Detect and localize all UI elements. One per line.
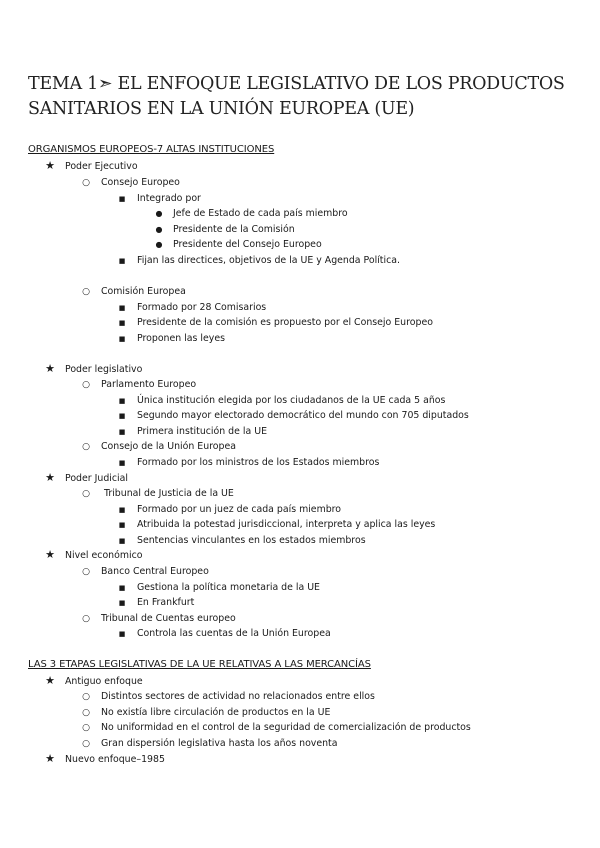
circle-bullet-icon: ○ — [82, 489, 90, 499]
square-bullet-icon: ■ — [118, 630, 126, 638]
list-item: Controla las cuentas de la Unión Europea — [137, 628, 331, 639]
list-item: Consejo de la Unión Europea — [101, 441, 237, 452]
square-bullet-icon: ■ — [118, 584, 126, 592]
star-bullet-icon: ★ — [45, 362, 55, 375]
circle-bullet-icon: ○ — [82, 287, 90, 297]
star-bullet-icon: ★ — [45, 752, 55, 765]
list-item: Sentencias vinculantes en los estados miembros — [137, 535, 366, 546]
square-bullet-icon: ■ — [118, 459, 126, 467]
list-item: Banco Central Europeo — [101, 566, 209, 577]
circle-bullet-icon: ○ — [82, 708, 90, 718]
square-bullet-icon: ■ — [118, 521, 126, 529]
list-item: Distintos sectores de actividad no relacionados entre ellos — [101, 691, 375, 702]
list-item: Tribunal de Justicia de la UE — [104, 488, 234, 499]
page-title — [28, 72, 588, 122]
section-heading-organismos: ORGANISMOS EUROPEOS-7 ALTAS INSTITUCIONES — [28, 144, 275, 155]
list-item: Fijan las directices, objetivos de la UE y Agenda Política. — [137, 255, 400, 266]
list-item: Formado por los ministros de los Estados miembros — [137, 457, 380, 468]
circle-bullet-icon: ○ — [82, 380, 90, 390]
list-item: Segundo mayor electorado democrático del mundo con 705 diputados — [137, 410, 469, 421]
star-bullet-icon: ★ — [45, 548, 55, 561]
list-item: No existía libre circulación de productos en la UE — [101, 707, 331, 718]
list-item: Parlamento Europeo — [101, 379, 197, 390]
list-item: Atribuida la potestad jurisdiccional, interpreta y aplica las leyes — [137, 519, 436, 530]
section-heading-etapas: LAS 3 ETAPAS LEGISLATIVAS DE LA UE RELATIVAS A LAS MERCANCÍAS — [28, 659, 371, 670]
square-bullet-icon: ■ — [118, 412, 126, 420]
list-item: Tribunal de Cuentas europeo — [101, 613, 236, 624]
list-item: Antiguo enfoque — [65, 676, 143, 687]
star-bullet-icon: ★ — [45, 471, 55, 484]
list-item: Primera institución de la UE — [137, 426, 267, 437]
list-item: Formado por un juez de cada país miembro — [137, 504, 342, 515]
square-bullet-icon: ■ — [118, 319, 126, 327]
list-item: Consejo Europeo — [101, 177, 180, 188]
star-bullet-icon: ★ — [45, 674, 55, 687]
list-item: Única institución elegida por los ciudadanos de la UE cada 5 años — [137, 395, 446, 406]
square-bullet-icon: ■ — [118, 537, 126, 545]
circle-bullet-icon: ○ — [82, 442, 90, 452]
square-bullet-icon: ■ — [118, 304, 126, 312]
list-item: Formado por 28 Comisarios — [137, 302, 267, 313]
square-bullet-icon: ■ — [118, 506, 126, 514]
title-line-1: TEMA 1➣ EL ENFOQUE LEGISLATIVO DE LOS PRODUCTOS — [28, 74, 565, 94]
list-item: Poder legislativo — [65, 364, 143, 375]
list-item: Poder Judicial — [65, 473, 128, 484]
dot-bullet-icon: ● — [155, 209, 163, 218]
dot-bullet-icon: ● — [155, 240, 163, 249]
square-bullet-icon: ■ — [118, 397, 126, 405]
square-bullet-icon: ■ — [118, 428, 126, 436]
star-bullet-icon: ★ — [45, 159, 55, 172]
circle-bullet-icon: ○ — [82, 567, 90, 577]
list-item: Poder Ejecutivo — [65, 161, 138, 172]
circle-bullet-icon: ○ — [82, 723, 90, 733]
list-item: No uniformidad en el control de la seguridad de comercialización de productos — [101, 722, 471, 733]
list-item: Presidente de la comisión es propuesto por el Consejo Europeo — [137, 317, 433, 328]
circle-bullet-icon: ○ — [82, 739, 90, 749]
list-item: Comisión Europea — [101, 286, 186, 297]
circle-bullet-icon: ○ — [82, 614, 90, 624]
list-item: Jefe de Estado de cada país miembro — [173, 208, 348, 219]
circle-bullet-icon: ○ — [82, 692, 90, 702]
square-bullet-icon: ■ — [118, 257, 126, 265]
list-item: Gestiona la política monetaria de la UE — [137, 582, 320, 593]
list-item: En Frankfurt — [137, 597, 195, 608]
list-item: Integrado por — [137, 193, 201, 204]
title-line-2: SANITARIOS EN LA UNIÓN EUROPEA (UE) — [28, 99, 415, 119]
dot-bullet-icon: ● — [155, 225, 163, 234]
square-bullet-icon: ■ — [118, 599, 126, 607]
square-bullet-icon: ■ — [118, 195, 126, 203]
list-item: Gran dispersión legislativa hasta los años noventa — [101, 738, 338, 749]
list-item: Nuevo enfoque–1985 — [65, 754, 165, 765]
circle-bullet-icon: ○ — [82, 178, 90, 188]
list-item: Presidente del Consejo Europeo — [173, 239, 322, 250]
list-item: Proponen las leyes — [137, 333, 225, 344]
square-bullet-icon: ■ — [118, 335, 126, 343]
list-item: Nivel económico — [65, 550, 143, 561]
list-item: Presidente de la Comisión — [173, 224, 295, 235]
